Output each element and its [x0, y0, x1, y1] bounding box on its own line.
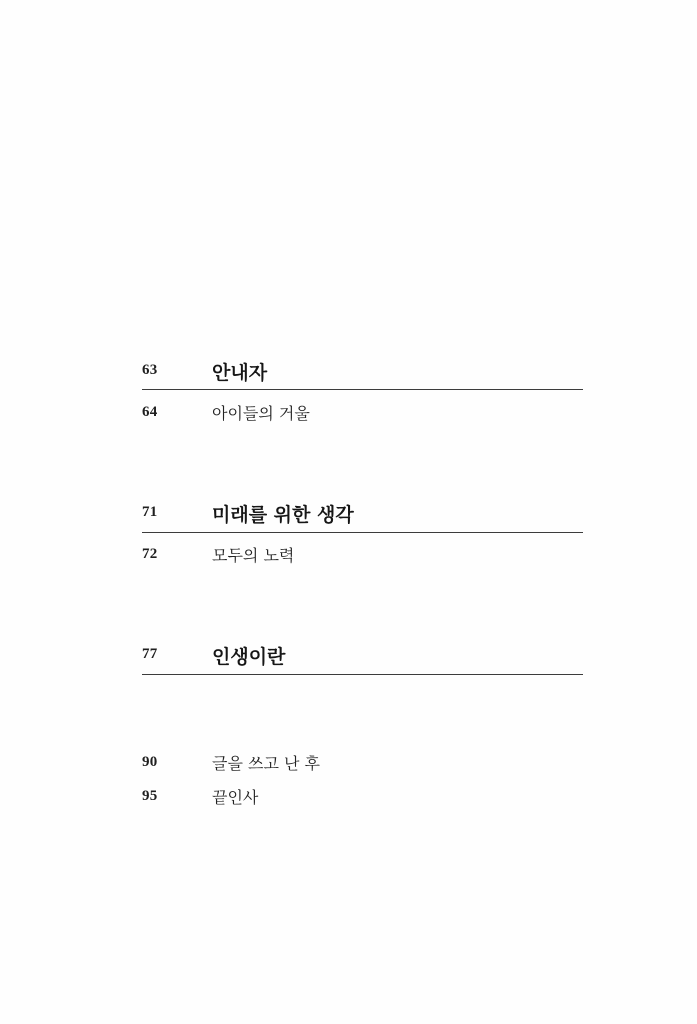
chapter-heading-row[interactable]	[142, 642, 583, 672]
chapter-title: 인생이란	[212, 646, 286, 668]
chapter-title: 미래를 위한 생각	[212, 504, 354, 526]
chapter-divider	[142, 674, 583, 675]
toc-entry[interactable]	[142, 401, 583, 431]
entry-title: 아이들의 거울	[212, 404, 310, 423]
toc-chapter	[142, 358, 583, 423]
toc-chapter	[142, 500, 583, 565]
entry-page-number: 90	[142, 754, 158, 770]
entry-title: 글을 쓰고 난 후	[212, 754, 320, 773]
chapter-heading-row[interactable]	[142, 358, 583, 388]
toc-entry[interactable]	[142, 751, 583, 781]
entry-page-number: 72	[142, 546, 158, 562]
entry-page-number: 64	[142, 404, 158, 420]
chapter-title: 안내자	[212, 362, 268, 384]
entry-page-number: 95	[142, 788, 158, 804]
chapter-heading-row[interactable]	[142, 500, 583, 530]
toc-chapter	[142, 642, 583, 672]
toc-entry[interactable]	[142, 543, 583, 573]
toc-entry[interactable]	[142, 785, 583, 815]
chapter-page-number: 71	[142, 504, 158, 520]
chapter-divider	[142, 389, 583, 390]
entry-title: 끝인사	[212, 788, 259, 807]
entry-title: 모두의 노력	[212, 546, 295, 565]
chapter-page-number: 77	[142, 646, 158, 662]
chapter-divider	[142, 532, 583, 533]
chapter-page-number: 63	[142, 362, 158, 378]
